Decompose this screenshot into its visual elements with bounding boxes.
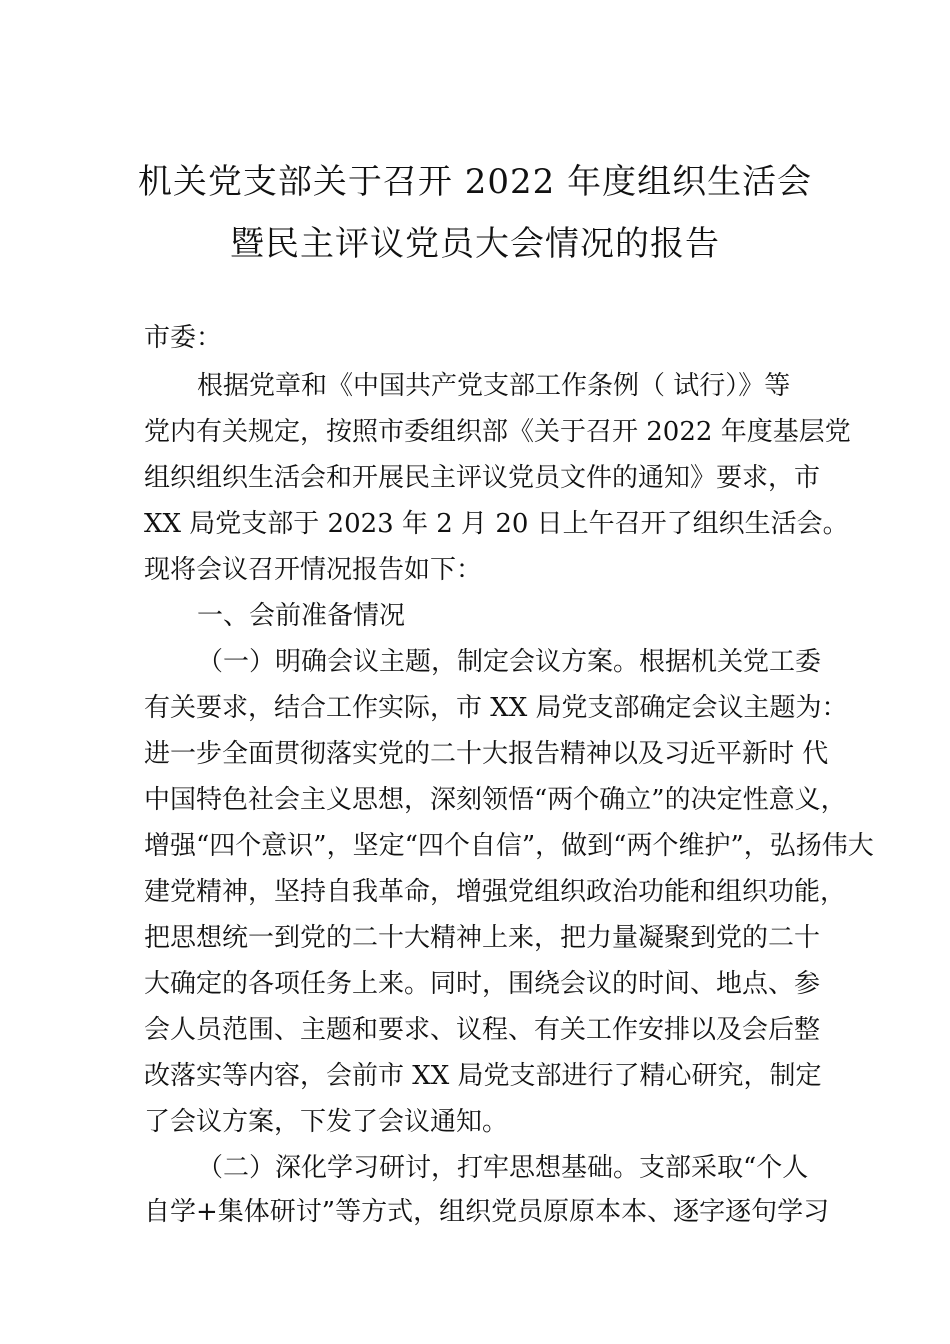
body-line: （二）深化学习研讨，打牢思想基础。支部采取“个人 — [197, 1153, 809, 1183]
body-line: （一）明确会议主题，制定会议方案。根据机关党工委 — [197, 647, 822, 677]
body-line: 会人员范围、主题和要求、议程、有关工作安排以及会后整 — [144, 1015, 821, 1045]
body-line: 组织组织生活会和开展民主评议党员文件的通知》要求，市 — [144, 463, 821, 493]
body-line: 市委： — [144, 323, 223, 353]
body-line: 增强“四个意识”，坚定“四个自信”，做到“两个维护”，弘扬伟大 — [144, 831, 874, 861]
body-line: 建党精神，坚持自我革命，增强党组织政治功能和组织功能， — [144, 877, 847, 907]
body-line: 进一步全面贯彻落实党的二十大报告精神以及习近平新时 代 — [144, 739, 829, 769]
body-line: 把思想统一到党的二十大精神上来，把力量凝聚到党的二十 — [144, 923, 821, 953]
body-line: 一、会前准备情况 — [197, 601, 406, 631]
body-line: 现将会议召开情况报告如下： — [144, 555, 483, 585]
body-line: 中国特色社会主义思想，深刻领悟“两个确立”的决定性意义， — [144, 785, 847, 815]
body-line: 了会议方案，下发了会议通知。 — [144, 1107, 509, 1137]
body-line: 改落实等内容，会前市 XX 局党支部进行了精心研究，制定 — [144, 1061, 822, 1091]
body-line: 自学+集体研讨”等方式，组织党员原原本本、逐字逐句学习 — [144, 1197, 830, 1227]
document-title-line-2: 暨民主评议党员大会情况的报告 — [230, 224, 720, 264]
body-line: 党内有关规定，按照市委组织部《关于召开 2022 年度基层党 — [144, 417, 851, 447]
body-line: 大确定的各项任务上来。同时，围绕会议的时间、地点、参 — [144, 969, 821, 999]
body-line: XX 局党支部于 2023 年 2 月 20 日上午召开了组织生活会。 — [144, 509, 849, 539]
document-title-line-1: 机关党支部关于召开 2022 年度组织生活会 — [137, 162, 813, 202]
body-line: 有关要求，结合工作实际，市 XX 局党支部确定会议主题为： — [144, 693, 848, 723]
body-line: 根据党章和《中国共产党支部工作条例（ 试行）》等 — [197, 371, 791, 401]
